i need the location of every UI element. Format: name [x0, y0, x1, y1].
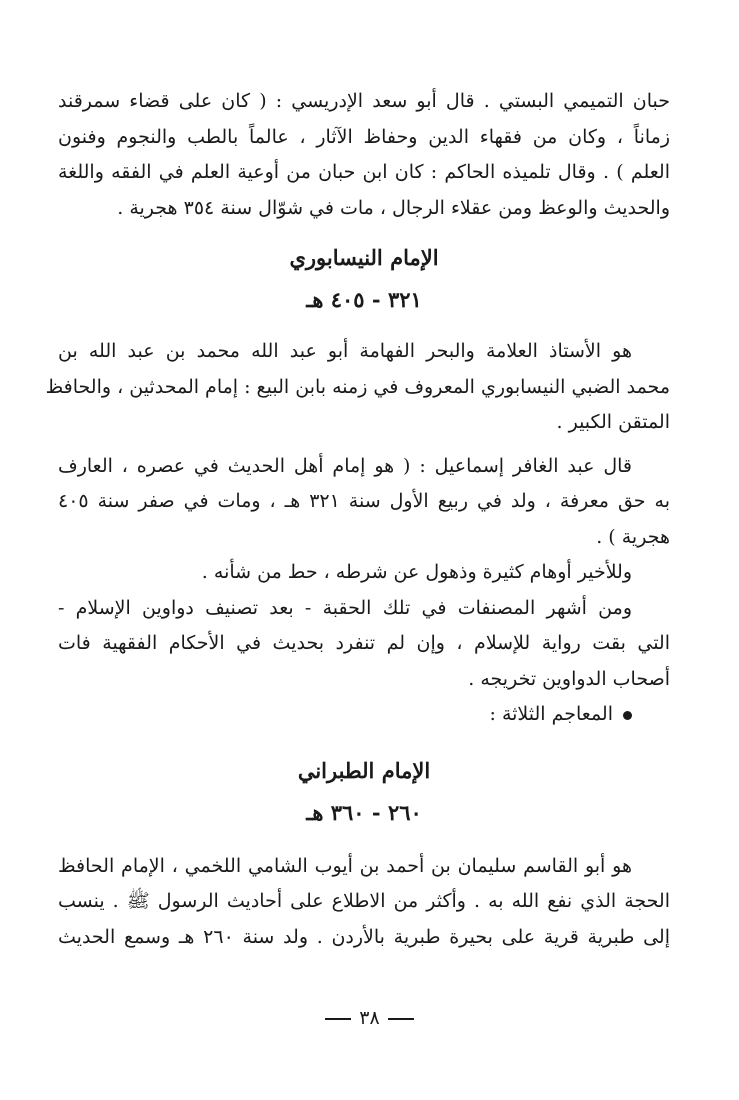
bullet-icon — [623, 711, 632, 720]
text-line: هجرية ) . — [596, 525, 670, 548]
intro-paragraph — [58, 84, 670, 226]
text-line: هو أبو القاسم سليمان بن أحمد بن أيوب الشامي اللخمي ، الإمام الحافظ — [58, 854, 632, 877]
page-number-dash — [388, 1018, 414, 1020]
tabarani-paragraph-1 — [58, 849, 670, 956]
section-title-nisaburi: الإمام النيسابوري — [289, 245, 439, 270]
text-line: قال عبد الغافر إسماعيل : ( هو إمام أهل الحديث في عصره ، العارف — [58, 454, 632, 477]
text-line: زماناً ، وكان من فقهاء الدين وحفاظ الآثار ، عالماً بالطب والنجوم وفنون — [58, 125, 670, 148]
nisaburi-paragraph-1 — [45, 334, 670, 441]
nisaburi-paragraph-2 — [58, 449, 670, 556]
page-number-dash — [325, 1018, 351, 1020]
text-line: محمد الضبي النيسابوري المعروف في زمنه بابن البيع : إمام المحدثين ، والحافظ — [45, 375, 670, 398]
page-number — [0, 1007, 739, 1029]
text-line: حبان التميمي البستي . قال أبو سعد الإدريسي : ( كان على قضاء سمرقند — [58, 90, 670, 112]
text-line: هو الأستاذ العلامة والبحر الفهامة أبو عبد الله محمد بن عبد الله بن — [58, 340, 632, 362]
text-line: العلم ) . وقال تلميذه الحاكم : كان ابن حبان من أوعية العلم في الفقه واللغة — [58, 161, 670, 183]
nisaburi-paragraph-4 — [58, 591, 670, 698]
text-line: أصحاب الدواوين تخريجه . — [468, 667, 670, 690]
bullet-list-item — [58, 697, 670, 733]
text-line: وللأخير أوهام كثيرة وذهول عن شرطه ، حط من شأنه . — [201, 561, 632, 583]
page-body — [45, 84, 671, 955]
text-line: المتقن الكبير . — [556, 411, 670, 433]
text-line: إلى طبرية قرية على بحيرة طبرية بالأردن . ولد سنة ٢٦٠ هـ وسمع الحديث — [58, 925, 670, 948]
text-line: به حق معرفة ، ولد في ربيع الأول سنة ٣٢١ هـ ، ومات في صفر سنة ٤٠٥ — [58, 490, 671, 512]
bullet-text: المعاجم الثلاثة : — [489, 703, 613, 725]
text-line: والحديث والوعظ ومن عقلاء الرجال ، مات في شوّال سنة ٣٥٤ هجرية . — [117, 196, 670, 219]
text-line: ومن أشهر المصنفات في تلك الحقبة - بعد تصنيف دواوين الإسلام - — [58, 596, 632, 619]
text-line: التي بقت رواية للإسلام ، وإن لم تنفرد بحديث في الأحكام الفقهية فات — [58, 632, 670, 654]
text-line: الحجة الذي نفع الله به . وأكثر من الاطلاع على أحاديث الرسول ﷺ . ينسب — [58, 890, 670, 912]
section-dates-nisaburi: ٣٢١ - ٤٠٥ هـ — [306, 287, 422, 312]
section-title-tabarani: الإمام الطبراني — [297, 757, 431, 783]
section-dates-tabarani: ٢٦٠ - ٣٦٠ هـ — [306, 799, 422, 825]
page-number-text: ٣٨ — [359, 1007, 380, 1029]
nisaburi-paragraph-3 — [58, 555, 670, 591]
